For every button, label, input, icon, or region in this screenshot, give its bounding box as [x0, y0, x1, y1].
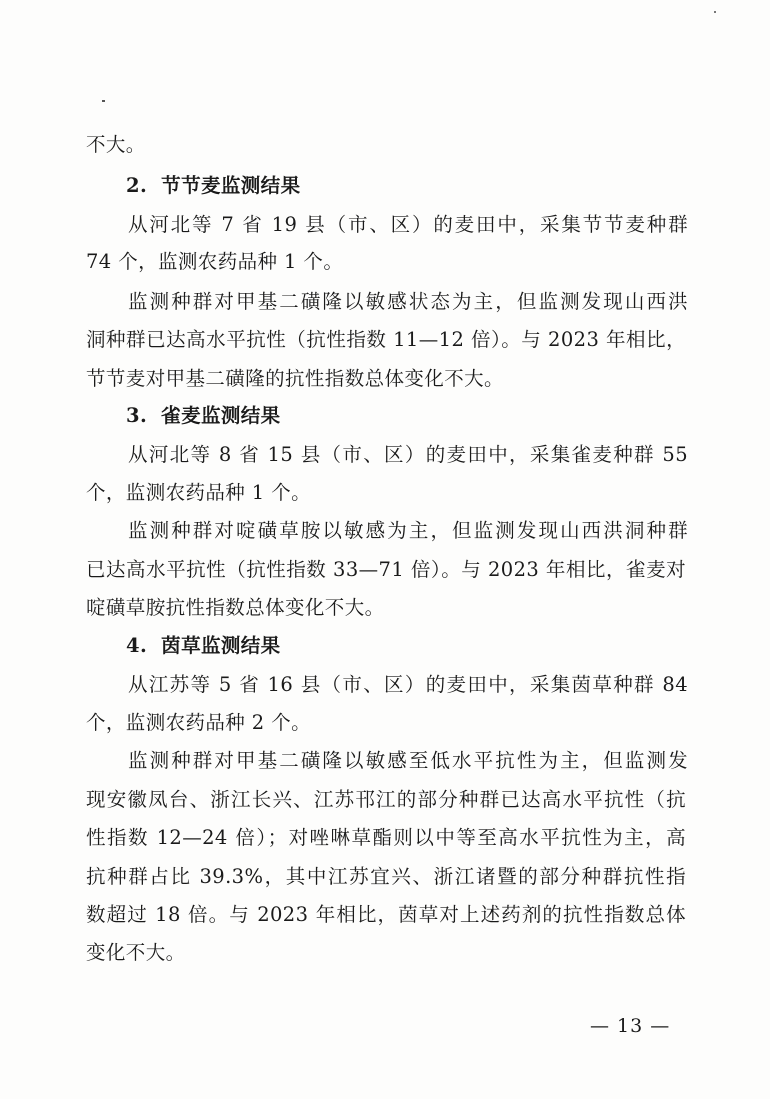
- paragraph-line: 抗种群占比 39.3%，其中江苏宜兴、浙江诸暨的部分种群抗性指: [86, 865, 686, 888]
- paragraph-line: 个，监测农药品种 2 个。: [86, 711, 312, 734]
- section-heading-4: [126, 631, 726, 661]
- heading-text: 雀麦监测结果: [161, 404, 281, 427]
- paragraph-line: 从河北等 8 省 15 县（市、区）的麦田中，采集雀麦种群 55: [128, 443, 688, 466]
- heading-number: 3.: [126, 404, 148, 427]
- page-number: — 13 —: [590, 1015, 671, 1037]
- paragraph-line: 已达高水平抗性（抗性指数 33—71 倍）。与 2023 年相比，雀麦对: [86, 558, 686, 581]
- paragraph-line: 74 个，监测农药品种 1 个。: [86, 250, 344, 273]
- heading-number: 2.: [126, 174, 148, 197]
- scan-speck: [102, 100, 105, 102]
- paragraph-line: 啶磺草胺抗性指数总体变化不大。: [86, 596, 385, 619]
- heading-text: 节节麦监测结果: [161, 174, 301, 197]
- paragraph-line: 不大。: [86, 133, 146, 156]
- heading-text: 茵草监测结果: [161, 634, 281, 657]
- paragraph-line: 节节麦对甲基二磺隆的抗性指数总体变化不大。: [86, 367, 504, 390]
- paragraph-line: 个，监测农药品种 1 个。: [86, 481, 312, 504]
- paragraph-line: 洞种群已达高水平抗性（抗性指数 11—12 倍）。与 2023 年相比，: [86, 328, 686, 351]
- section-heading-2: [126, 171, 726, 201]
- paragraph-line: 从河北等 7 省 19 县（市、区）的麦田中，采集节节麦种群: [128, 213, 688, 236]
- paragraph-line: 监测种群对甲基二磺隆以敏感状态为主，但监测发现山西洪: [128, 290, 688, 313]
- paragraph-line: 性指数 12—24 倍）；对唑啉草酯则以中等至高水平抗性为主，高: [86, 826, 686, 849]
- paragraph-line: 监测种群对甲基二磺隆以敏感至低水平抗性为主，但监测发: [128, 749, 688, 772]
- paragraph-line: 现安徽凤台、浙江长兴、江苏邗江的部分种群已达高水平抗性（抗: [86, 788, 686, 811]
- paragraph-line: 数超过 18 倍。与 2023 年相比，茵草对上述药剂的抗性指数总体: [86, 903, 686, 926]
- section-heading-3: [126, 401, 726, 431]
- heading-number: 4.: [126, 634, 148, 657]
- paragraph-line: 监测种群对啶磺草胺以敏感为主，但监测发现山西洪洞种群: [128, 519, 688, 542]
- scan-speck: [714, 11, 716, 13]
- paragraph-line: 从江苏等 5 省 16 县（市、区）的麦田中，采集茵草种群 84: [128, 673, 688, 696]
- paragraph-line: 变化不大。: [86, 941, 186, 964]
